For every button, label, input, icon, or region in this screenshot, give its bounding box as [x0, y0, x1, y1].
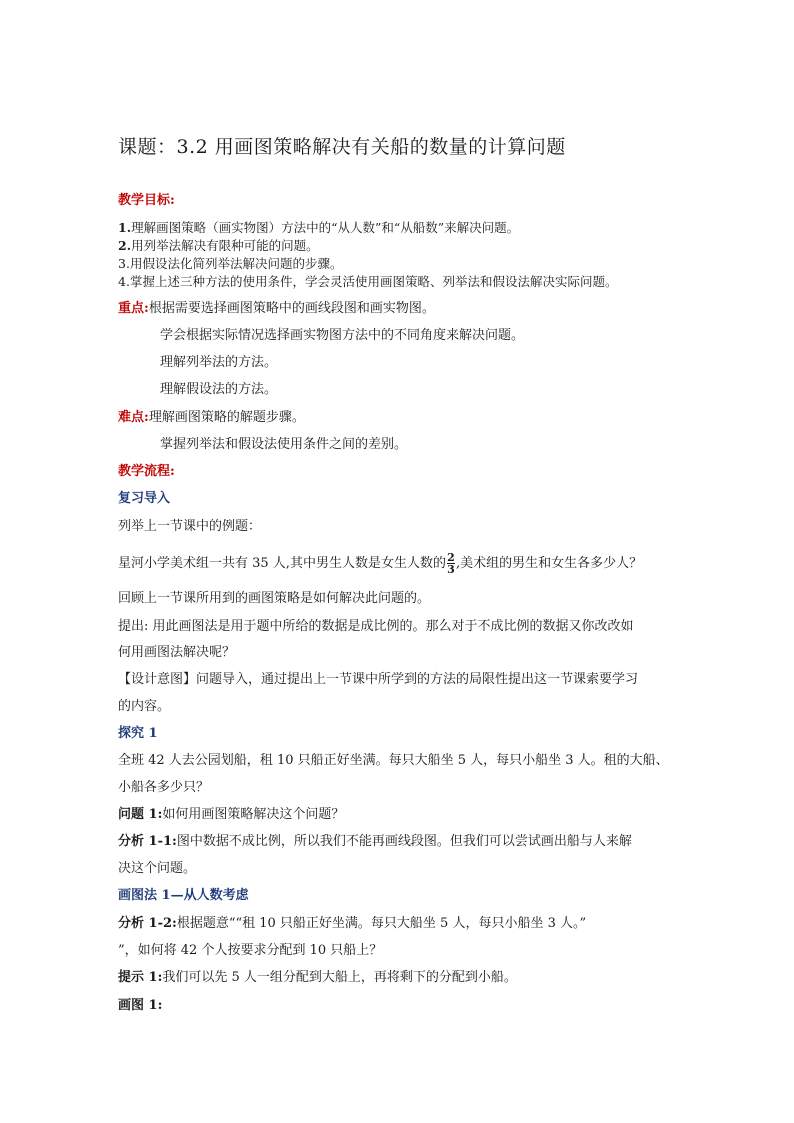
review-example	[118, 552, 642, 575]
review-raise-line-2: 何用画图法解决呢？	[118, 645, 236, 660]
design-intent-line-2: 的内容。	[118, 699, 171, 714]
objective-num: 2.	[118, 238, 132, 253]
review-intro: 列举上一节课中的例题：	[118, 519, 262, 534]
difficulty-text: 理解画图策略的解题步骤。	[148, 410, 305, 425]
key-points-line-1	[118, 301, 435, 317]
objective-text: 用假设法化简列举法解决问题的步骤。	[129, 256, 343, 271]
key-points-label: 重点:	[118, 301, 149, 316]
process-heading: 教学流程:	[118, 464, 175, 479]
analysis-1-2-line-2: ”，如何将 42 个人按要求分配到 10 只船上？	[118, 943, 383, 958]
analysis-1-1-line-1	[118, 834, 632, 850]
objective-text: 理解画图策略（画实物图）方法中的“从人数”和“从船数”来解决问题。	[131, 220, 520, 235]
key-points-line-4: 理解假设法的方法。	[160, 382, 278, 397]
objective-num: 4.	[118, 274, 130, 289]
key-point-text: 根据需要选择画图策略中的画线段图和画实物图。	[148, 301, 435, 316]
drawing-1-label: 画图 1:	[118, 998, 163, 1013]
difficulties-line-2: 掌握列举法和假设法使用条件之间的差别。	[160, 437, 408, 452]
analysis-text: 根据题意““租 10 只船正好坐满。每只大船坐 5 人，每只小船坐 3 人。”	[176, 916, 587, 931]
objective-item-1	[118, 220, 519, 236]
explore-problem-line-2: 小船各多少只？	[118, 780, 210, 795]
question-1	[118, 807, 344, 823]
page-title: 课题：3.2 用画图策略解决有关船的数量的计算问题	[118, 136, 566, 158]
fraction	[447, 552, 455, 575]
fraction-numerator: 2	[447, 551, 455, 564]
analysis-label: 分析 1-2:	[118, 916, 177, 931]
explore-problem-line-1: 全班 42 人去公园划船，租 10 只船正好坐满。每只大船坐 5 人，每只小船坐 3 人。租的大船、	[118, 753, 669, 768]
objectives-heading: 教学目标:	[118, 193, 175, 208]
fraction-denominator: 3	[447, 563, 455, 576]
analysis-label: 分析 1-1:	[118, 834, 177, 849]
hint-label: 提示 1:	[118, 970, 163, 985]
analysis-1-2-line-1	[118, 916, 586, 932]
objective-item-4	[118, 274, 617, 290]
hint-1	[118, 970, 517, 986]
objective-item-3	[118, 256, 342, 272]
example-text-after: ,美术组的男生和女生各多少人？	[455, 556, 643, 571]
key-points-line-2: 学会根据实际情况选择画实物图方法中的不同角度来解决问题。	[160, 328, 525, 343]
objective-text: 掌握上述三种方法的使用条件，学会灵活使用画图策略、列举法和假设法解决实际问题。	[129, 274, 618, 289]
design-intent-line-1: 【设计意图】问题导入，通过提出上一节课中所学到的方法的局限性提出这一节课索要学习	[118, 672, 639, 687]
review-heading: 复习导入	[118, 491, 171, 506]
explore-heading: 探究 1	[118, 726, 158, 741]
objective-num: 1.	[118, 220, 132, 235]
question-label: 问题 1:	[118, 807, 163, 822]
analysis-1-1-line-2: 决这个问题。	[118, 861, 197, 876]
review-raise-line-1: 提出: 用此画图法是用于题中所给的数据是成比例的。那么对于不成比例的数据又你改改如	[118, 619, 634, 634]
question-text: 如何用画图策略解决这个问题？	[162, 807, 345, 822]
example-text-before: 星河小学美术组一共有 35 人,其中男生人数是女生人数的	[118, 556, 446, 571]
objective-item-2	[118, 238, 319, 254]
difficulties-line-1	[118, 410, 305, 426]
difficulties-label: 难点:	[118, 410, 149, 425]
review-recall: 回顾上一节课所用到的画图策略是如何解决此问题的。	[118, 591, 431, 606]
key-points-line-3: 理解列举法的方法。	[160, 355, 278, 370]
objective-text: 用列举法解决有限种可能的问题。	[131, 238, 319, 253]
analysis-text: 图中数据不成比例，所以我们不能再画线段图。但我们可以尝试画出船与人来解	[176, 834, 632, 849]
hint-text: 我们可以先 5 人一组分配到大船上，再将剩下的分配到小船。	[162, 970, 517, 985]
objective-num: 3.	[118, 256, 130, 271]
method-heading: 画图法 1—从人数考虑	[118, 888, 249, 903]
